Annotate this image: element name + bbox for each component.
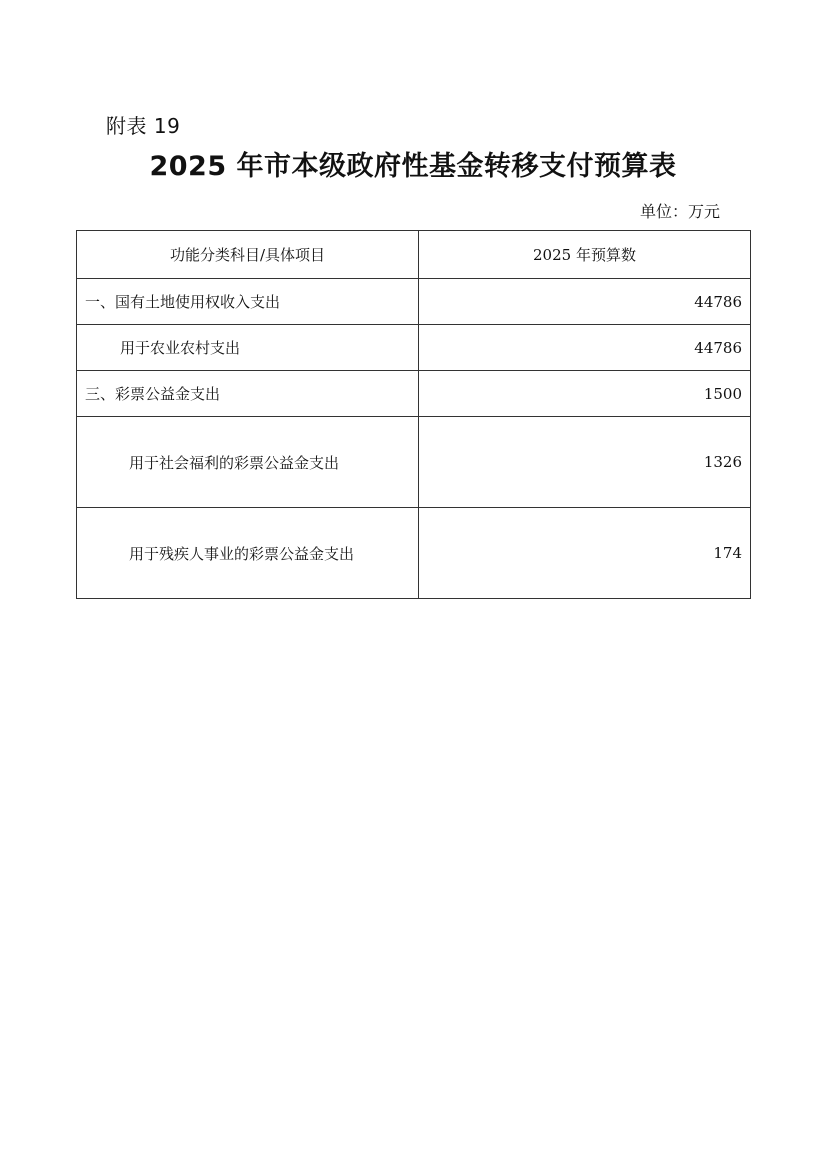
attachment-label: 附表 19 [106,114,181,138]
unit-label: 单位：万元 [639,202,720,221]
page-title: 2025 年市本级政府性基金转移支付预算表 [149,151,677,182]
header-amount: 2025 年预算数 [419,231,751,279]
row-amount: 1326 [419,417,751,508]
row-item: 一、国有土地使用权收入支出 [77,279,419,325]
row-amount: 174 [419,508,751,599]
row-item: 用于社会福利的彩票公益金支出 [77,417,419,508]
row-amount: 44786 [419,279,751,325]
table-row [77,417,751,508]
row-amount: 1500 [419,371,751,417]
table-row [77,371,751,417]
row-item: 用于残疾人事业的彩票公益金支出 [77,508,419,599]
table-row [77,508,751,599]
table-row [77,279,751,325]
budget-table [76,230,751,599]
row-amount: 44786 [419,325,751,371]
table-header-row [77,231,751,279]
row-item: 用于农业农村支出 [77,325,419,371]
row-item: 三、彩票公益金支出 [77,371,419,417]
header-item: 功能分类科目/具体项目 [77,231,419,279]
table-row [77,325,751,371]
